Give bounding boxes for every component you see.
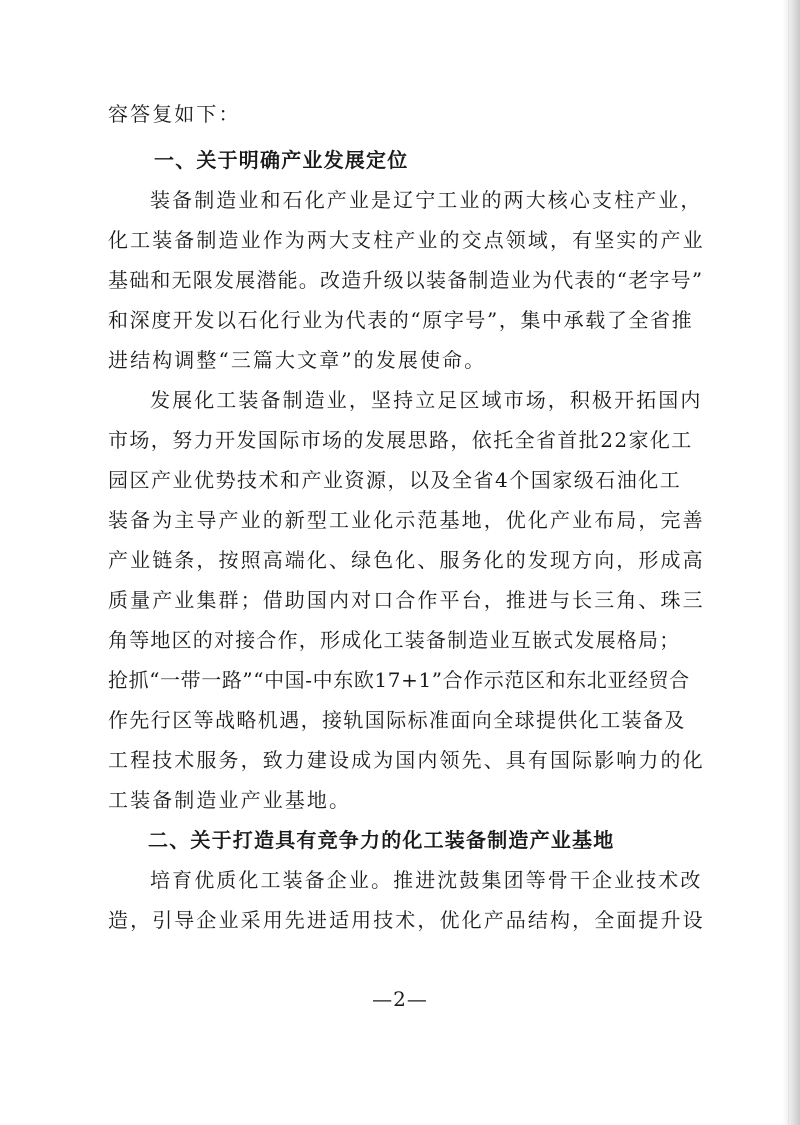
- paragraph-line: 质量产业集群；借助国内对口合作平台，推进与长三角、珠三: [108, 588, 705, 612]
- section-heading-1: 一、关于明确产业发展定位: [154, 148, 409, 172]
- paragraph-line: 化工装备制造业作为两大支柱产业的交点领域，有坚实的产业: [108, 228, 705, 252]
- paragraph-line: 作先行区等战略机遇，接轨国际标准面向全球提供化工装备及: [108, 708, 686, 732]
- paragraph-line: 抢抓“一带一路”“中国-中东欧17+1”合作示范区和东北亚经贸合: [108, 668, 690, 692]
- scan-page-edge: [782, 0, 800, 1125]
- paragraph-line: 市场，努力开发国际市场的发展思路，依托全省首批22家化工: [108, 428, 693, 452]
- paragraph-line: 造，引导企业采用先进适用技术，优化产品结构，全面提升设: [108, 908, 705, 932]
- paragraph-line: 和深度开发以石化行业为代表的“原字号”，集中承载了全省推: [108, 308, 694, 332]
- paragraph-line: 发展化工装备制造业，坚持立足区域市场，积极开拓国内: [150, 388, 703, 412]
- paragraph-line: 角等地区的对接合作，形成化工装备制造业互嵌式发展格局；: [108, 628, 681, 652]
- paragraph-line: 园区产业优势技术和产业资源，以及全省4个国家级石油化工: [108, 468, 682, 492]
- section-heading-2: 二、关于打造具有竞争力的化工装备制造产业基地: [148, 828, 615, 852]
- paragraph-line: 工装备制造业产业基地。: [108, 788, 352, 812]
- document-body: [108, 94, 705, 940]
- paragraph-line: 进结构调整“三篇大文章”的发展使命。: [108, 348, 487, 372]
- intro-line: 容答复如下：: [108, 102, 241, 126]
- paragraph-line: 装备为主导产业的新型工业化示范基地，优化产业布局，完善: [108, 508, 705, 532]
- paragraph-line: 培育优质化工装备企业。推进沈鼓集团等骨干企业技术改: [150, 868, 703, 892]
- paragraph-line: 基础和无限发展潜能。改造升级以装备制造业为代表的“老字号”: [108, 268, 704, 292]
- page-number: —2—: [372, 987, 428, 1011]
- paragraph-line: 装备制造业和石化产业是辽宁工业的两大核心支柱产业，: [150, 188, 703, 212]
- paragraph-line: 产业链条，按照高端化、绿色化、服务化的发现方向，形成高: [108, 548, 705, 572]
- paragraph-line: 工程技术服务，致力建设成为国内领先、具有国际影响力的化: [108, 748, 705, 772]
